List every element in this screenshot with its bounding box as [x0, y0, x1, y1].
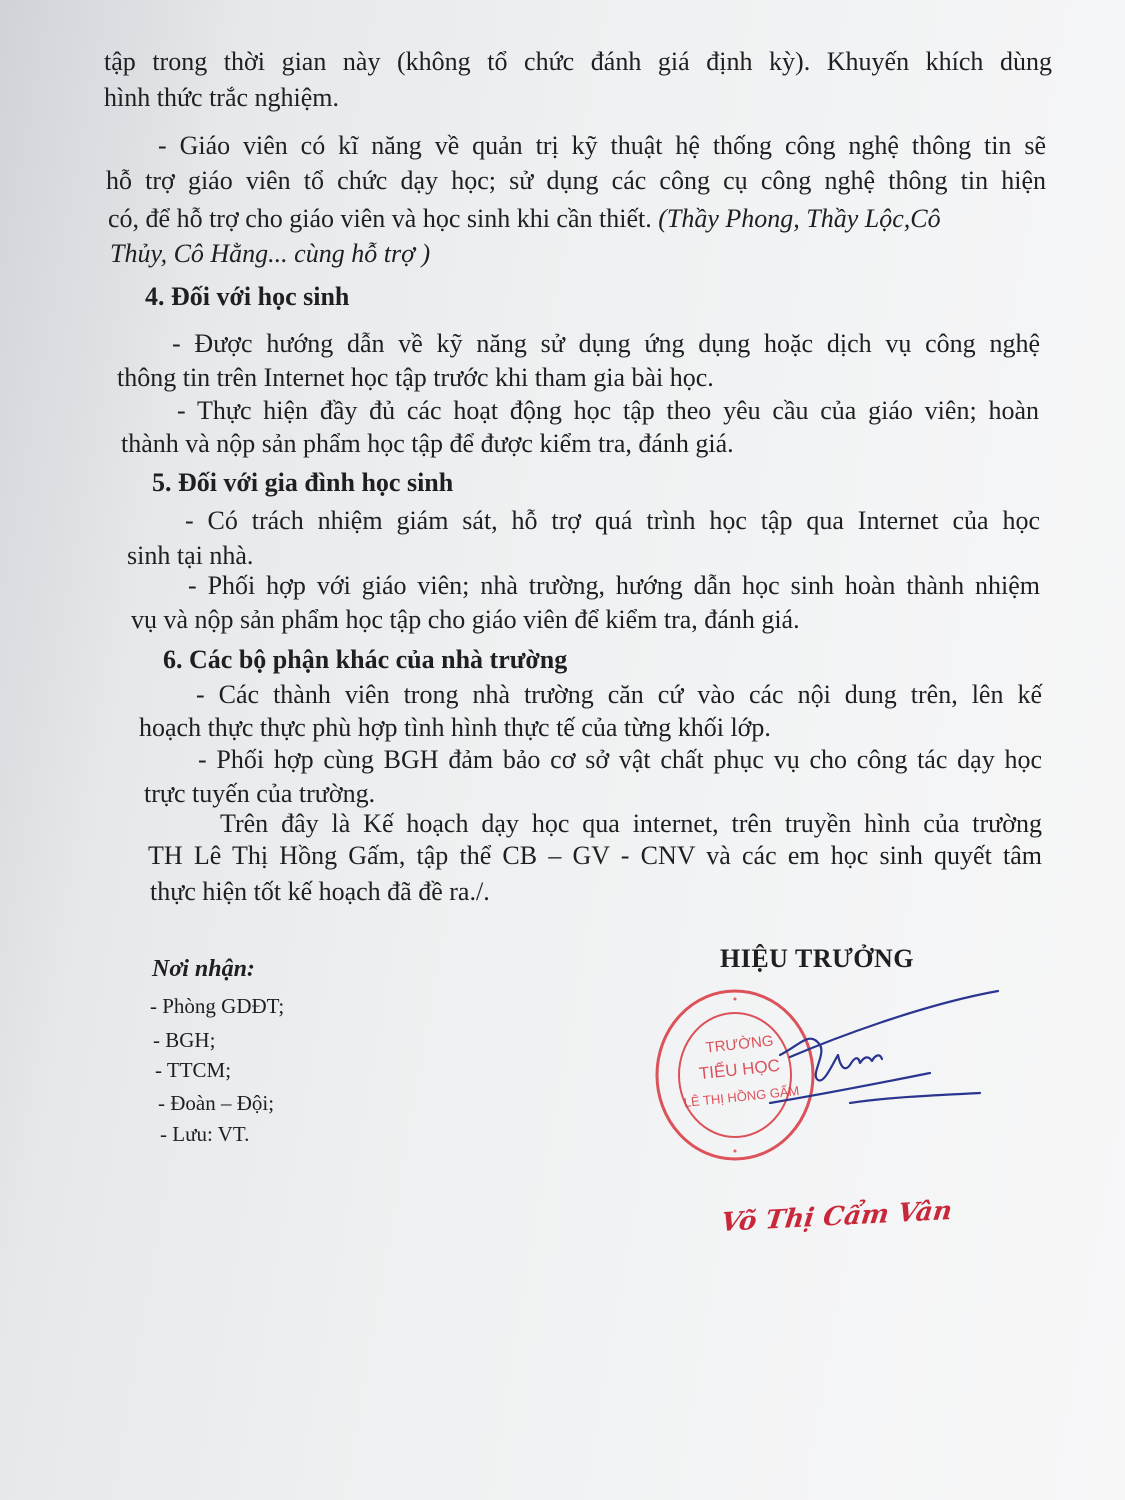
text-line: - Các thành viên trong nhà trường căn cứ vào các nội dung trên, lên kế [196, 680, 1042, 709]
recipient-item: - Phòng GDĐT; [150, 994, 285, 1018]
text-line [108, 203, 941, 235]
text-line: thành và nộp sản phẩm học tập để được kiểm tra, đánh giá. [121, 429, 734, 458]
text-line: - Phối hợp với giáo viên; nhà trường, hướng dẫn học sinh hoàn thành nhiệm [188, 571, 1040, 600]
section-heading: 6. Các bộ phận khác của nhà trường [163, 645, 568, 674]
text-line: - Giáo viên có kĩ năng về quản trị kỹ thuật hệ thống công nghệ thông tin sẽ [158, 131, 1046, 160]
text-line: tập trong thời gian này (không tổ chức đánh giá định kỳ). Khuyến khích dùng [104, 47, 1052, 76]
recipient-item: - BGH; [153, 1028, 216, 1052]
text-line: thực hiện tốt kế hoạch đã đề ra./. [150, 877, 490, 906]
text-line: sinh tại nhà. [127, 541, 254, 570]
recipient-item: - Đoàn – Đội; [158, 1091, 275, 1115]
signer-name: Võ Thị Cẩm Vân [719, 1196, 954, 1238]
text-segment: có, để hỗ trợ cho giáo viên và học sinh khi cần thiết. [108, 204, 652, 233]
section-heading: 5. Đối với gia đình học sinh [152, 468, 454, 497]
italic-note: Thủy, Cô Hằng... cùng hỗ trợ ) [110, 239, 431, 268]
handwritten-signature [740, 985, 1010, 1125]
text-line: - Có trách nhiệm giám sát, hỗ trợ quá trình học tập qua Internet của học [185, 506, 1040, 535]
italic-note: (Thầy Phong, Thầy Lộc,Cô [658, 204, 941, 233]
recipient-item: - TTCM; [155, 1058, 232, 1082]
recipient-item: - Lưu: VT. [160, 1122, 250, 1146]
text-line: hỗ trợ giáo viên tổ chức dạy học; sử dụng các công cụ công nghệ thông tin hiện [106, 166, 1046, 195]
text-line: - Phối hợp cùng BGH đảm bảo cơ sở vật chất phục vụ cho công tác dạy học [198, 745, 1042, 774]
text-line: hoạch thực thực phù hợp tình hình thực tế của từng khối lớp. [139, 713, 771, 742]
seal-text: TIỂU HỌC [698, 1055, 781, 1084]
seal-text: LÊ THỊ HỒNG GẤM [683, 1082, 801, 1111]
text-line: - Được hướng dẫn về kỹ năng sử dụng ứng dụng hoặc dịch vụ công nghệ [172, 329, 1040, 358]
seal-text: TRƯỜNG [704, 1032, 775, 1057]
signer-title: HIỆU TRƯỞNG [720, 944, 915, 973]
recipients-title: Nơi nhận: [152, 956, 255, 982]
text-line: hình thức trắc nghiệm. [104, 83, 340, 112]
section-heading: 4. Đối với học sinh [145, 282, 350, 311]
text-line: thông tin trên Internet học tập trước khi tham gia bài học. [117, 363, 714, 392]
text-line: trực tuyến của trường. [144, 779, 376, 808]
text-line: - Thực hiện đầy đủ các hoạt động học tập theo yêu cầu của giáo viên; hoàn [177, 396, 1039, 425]
text-line: Trên đây là Kế hoạch dạy học qua internet, trên truyền hình của trường [220, 809, 1042, 838]
text-line: vụ và nộp sản phẩm học tập cho giáo viên để kiểm tra, đánh giá. [131, 605, 800, 634]
text-line: TH Lê Thị Hồng Gấm, tập thể CB – GV - CNV và các em học sinh quyết tâm [148, 841, 1042, 870]
